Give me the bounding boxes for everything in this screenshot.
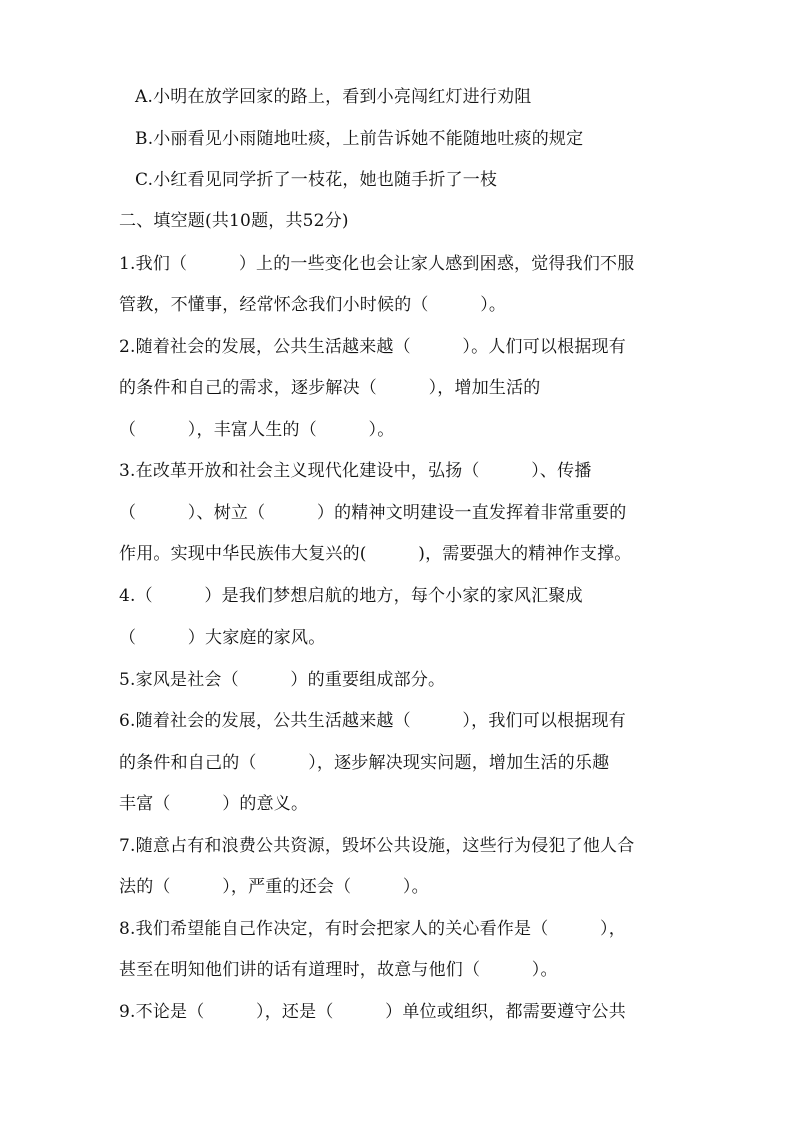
option-b: B.小丽看见小雨随地吐痰，上前告诉她不能随地吐痰的规定	[135, 129, 584, 149]
question-1-line-1: 1.我们（ ）上的一些变化也会让家人感到困惑，觉得我们不服	[119, 254, 635, 274]
question-3-line-3: 作用。实现中华民族伟大复兴的( )，需要强大的精神作支撑。	[119, 544, 632, 564]
option-a: A.小明在放学回家的路上，看到小亮闯红灯进行劝阻	[135, 87, 532, 107]
question-1-line-2: 管教，不懂事，经常怀念我们小时候的（ ）。	[119, 295, 507, 315]
question-4-line-2: （ ）大家庭的家风。	[119, 628, 326, 648]
question-8-line-2: 甚至在明知他们讲的话有道理时，故意与他们（ ）。	[119, 960, 558, 980]
question-2-line-3: （ ），丰富人生的（ ）。	[119, 420, 395, 440]
question-6-line-1: 6.随着社会的发展，公共生活越来越（ ），我们可以根据现有	[119, 711, 626, 731]
question-5-line-1: 5.家风是社会（ ）的重要组成部分。	[119, 670, 446, 690]
question-8-line-1: 8.我们希望能自己作决定，有时会把家人的关心看作是（ ），	[119, 919, 626, 939]
question-7-line-2: 法的（ ），严重的还会（ ）。	[119, 877, 429, 897]
question-7-line-1: 7.随意占有和浪费公共资源，毁坏公共设施，这些行为侵犯了他人合	[119, 836, 635, 856]
question-3-line-2: （ ）、树立（ ）的精神文明建设一直发挥着非常重要的	[119, 503, 627, 523]
question-3-line-1: 3.在改革开放和社会主义现代化建设中，弘扬（ ）、传播	[119, 461, 592, 481]
section-heading: 二、填空题(共10题，共52分)	[119, 211, 349, 231]
question-9-line-1: 9.不论是（ ），还是（ ）单位或组织，都需要遵守公共	[119, 1002, 626, 1022]
question-6-line-3: 丰富（ ）的意义。	[119, 794, 309, 814]
question-4-line-1: 4.（ ）是我们梦想启航的地方，每个小家的家风汇聚成	[119, 586, 583, 606]
question-6-line-2: 的条件和自己的（ ），逐步解决现实问题，增加生活的乐趣	[119, 753, 610, 773]
question-2-line-2: 的条件和自己的需求，逐步解决（ ），增加生活的	[119, 378, 541, 398]
option-c: C.小红看见同学折了一枝花，她也随手折了一枝	[135, 170, 498, 190]
question-2-line-1: 2.随着社会的发展，公共生活越来越（ ）。人们可以根据现有	[119, 337, 626, 357]
